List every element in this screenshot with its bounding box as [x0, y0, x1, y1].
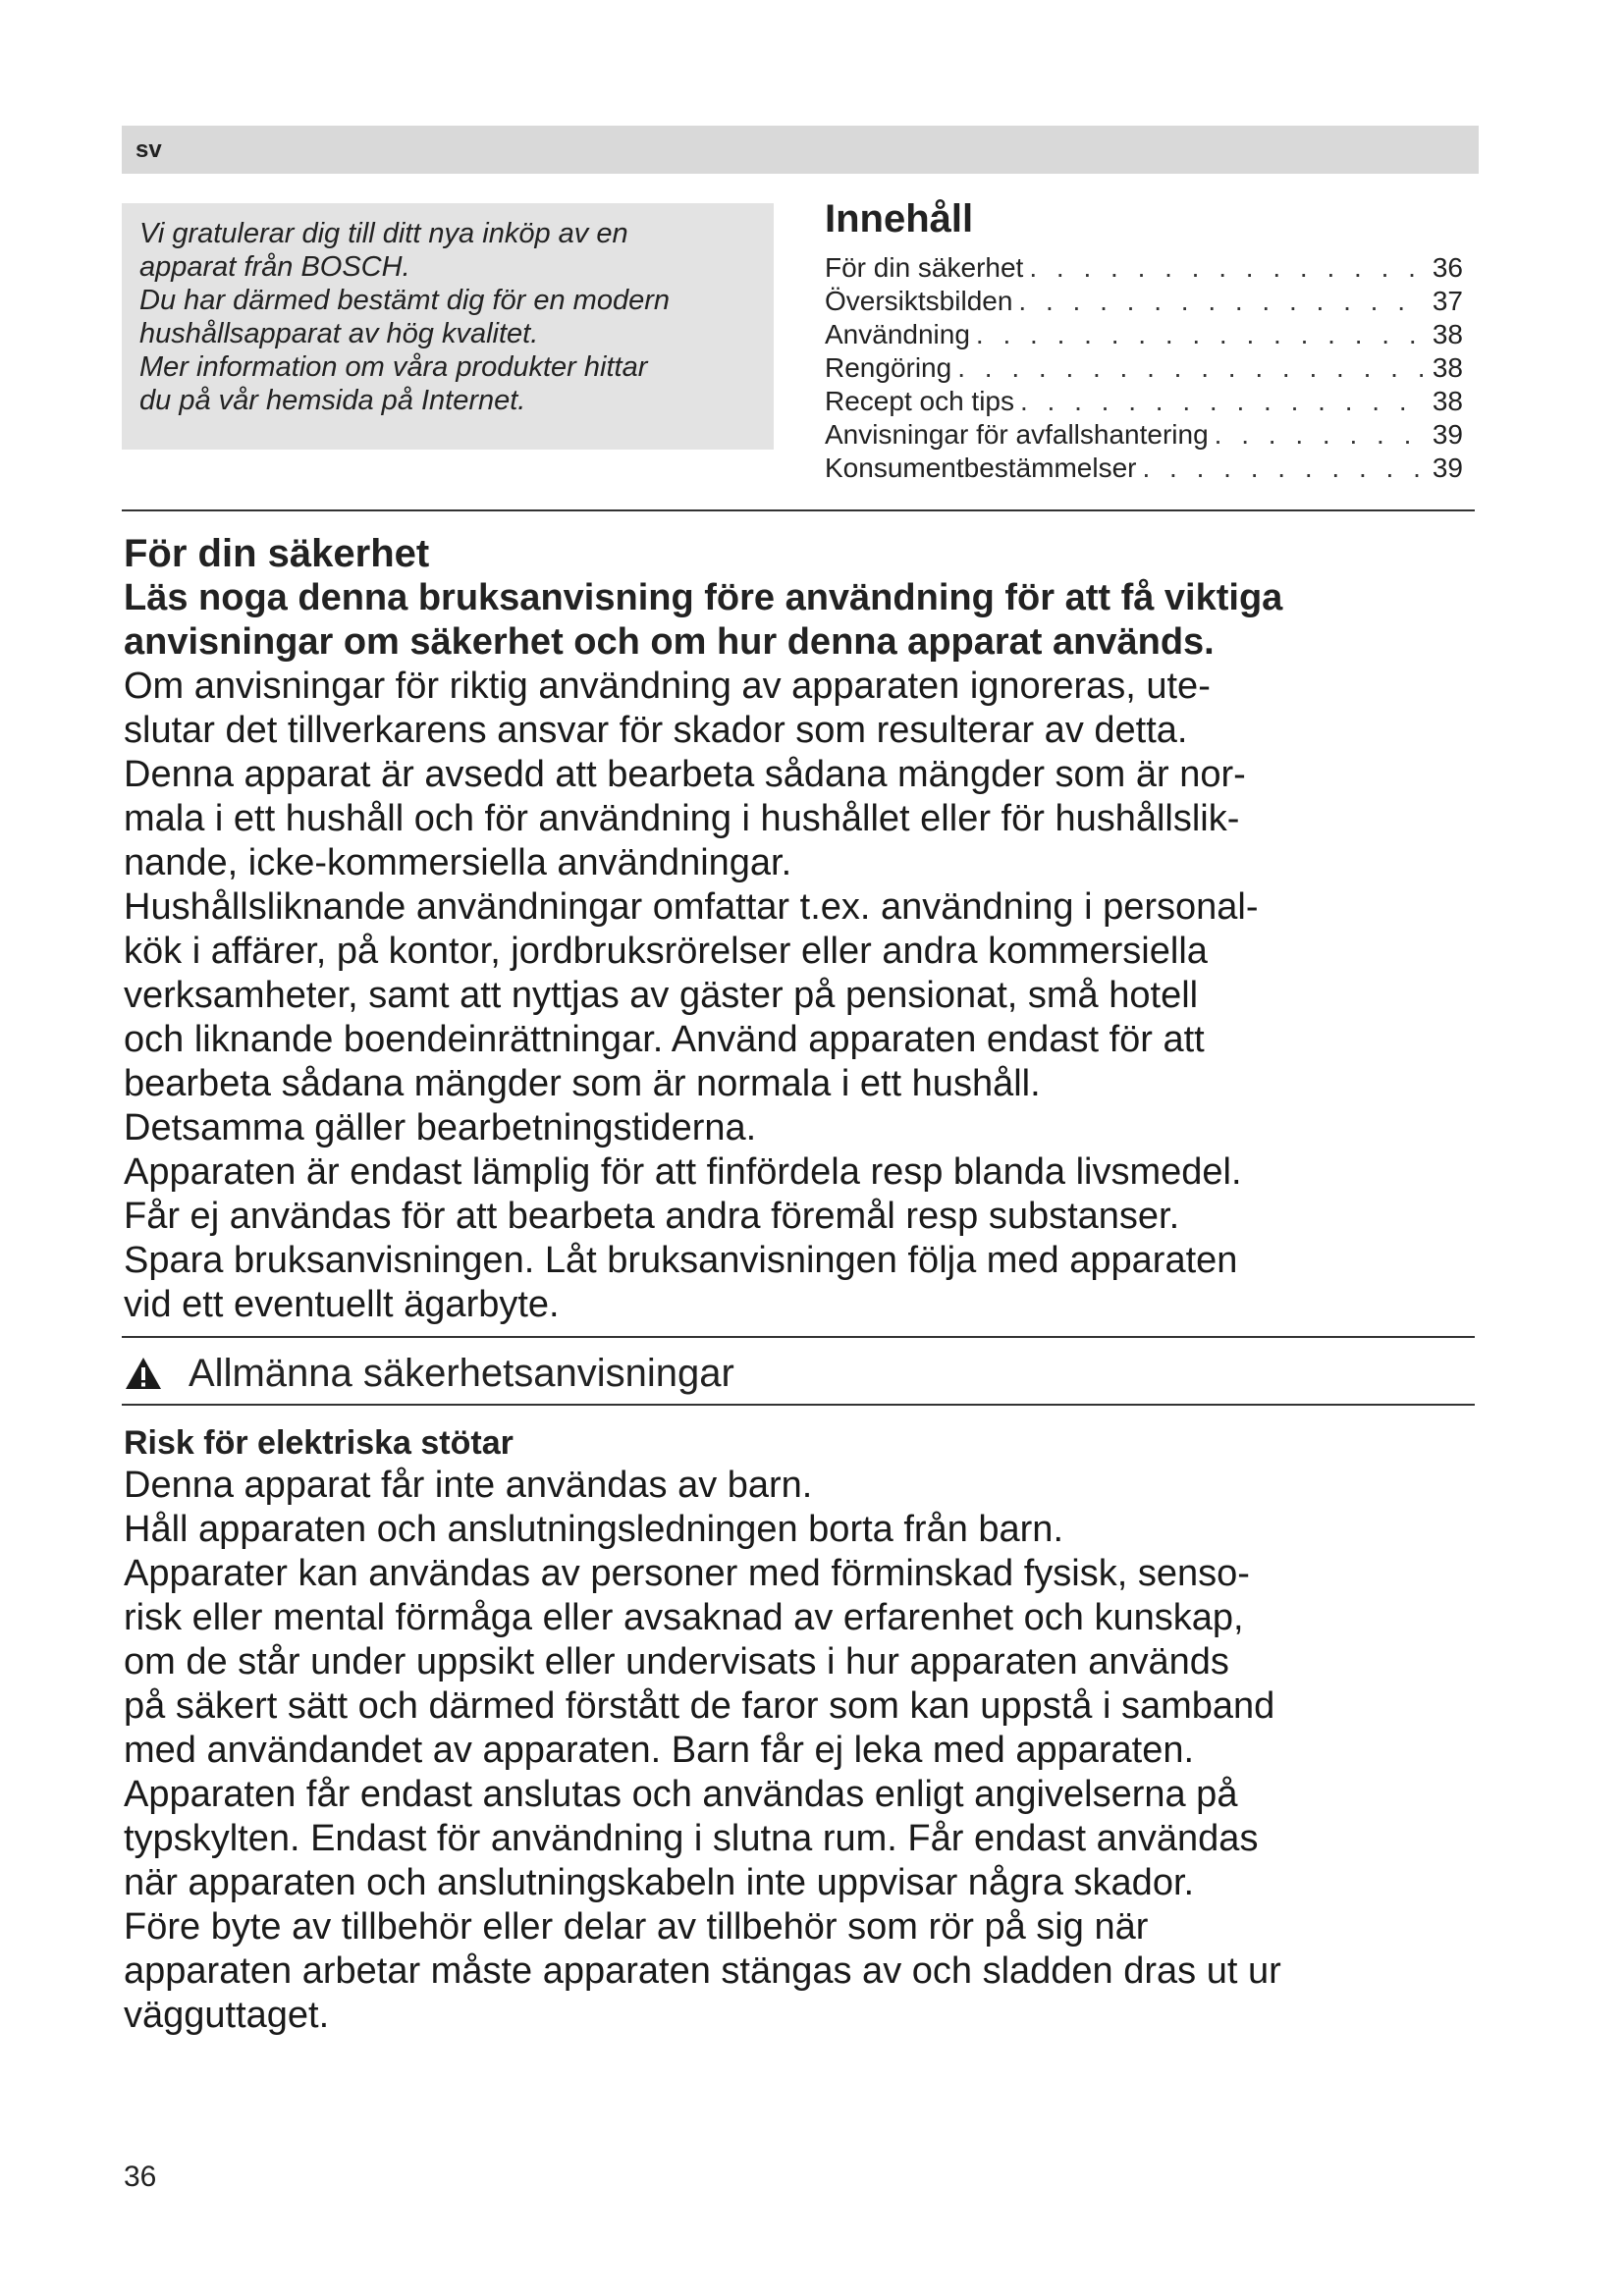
body-line: Får ej användas för att bearbeta andra föremål resp substanser. [124, 1196, 1180, 1237]
body-line: Hushållsliknande användningar omfattar t.ex. användning i personal- [124, 886, 1259, 928]
body-line: Håll apparaten och anslutningsledningen borta från barn. [124, 1509, 1063, 1550]
greeting-line: apparat från BOSCH. [139, 251, 410, 283]
toc-entry[interactable] [825, 318, 1463, 351]
warning-heading [124, 1349, 734, 1398]
toc-list [825, 251, 1463, 485]
body-line: typskylten. Endast för användning i slutna rum. Får endast användas [124, 1818, 1259, 1859]
body-line: Denna apparat får inte användas av barn. [124, 1465, 813, 1506]
greeting-line: Vi gratulerar dig till ditt nya inköp av en [139, 218, 628, 249]
section-divider [122, 1404, 1475, 1406]
body-line: vägguttaget. [124, 1995, 330, 2036]
body-line: Apparaten får endast anslutas och användas enligt angivelserna på [124, 1774, 1238, 1815]
toc-entry[interactable] [825, 385, 1463, 418]
greeting-line: du på vår hemsida på Internet. [139, 385, 526, 416]
body-line: vid ett eventuellt ägarbyte. [124, 1284, 560, 1325]
language-bar [122, 126, 1479, 174]
lead-line: Läs noga denna bruksanvisning före användning för att få viktiga [124, 577, 1283, 618]
body-line: Om anvisningar för riktig användning av apparaten ignoreras, ute- [124, 666, 1211, 707]
body-line: Före byte av tillbehör eller delar av tillbehör som rör på sig när [124, 1906, 1149, 1948]
body-line: och liknande boendeinrättningar. Använd apparaten endast för att [124, 1019, 1205, 1060]
toc-entry-label: Anvisningar för avfallshantering [825, 419, 1209, 450]
body-line: Denna apparat är avsedd att bearbeta sådana mängder som är nor- [124, 754, 1246, 795]
toc-leader [957, 351, 1427, 385]
toc-entry[interactable] [825, 418, 1463, 452]
toc-entry-label: Användning [825, 319, 970, 349]
toc-entry[interactable] [825, 351, 1463, 385]
greeting-line: hushållsapparat av hög kvalitet. [139, 318, 539, 349]
body-line: nande, icke-kommersiella användningar. [124, 842, 792, 883]
body-line: Apparaten är endast lämplig för att finfördela resp blanda livsmedel. [124, 1151, 1242, 1193]
section-divider [122, 1336, 1475, 1338]
toc-entry-page: 39 [1432, 419, 1463, 450]
toc-entry-page: 37 [1432, 286, 1463, 316]
warning-heading-text: Allmänna säkerhetsanvisningar [189, 1352, 734, 1395]
language-code: sv [135, 136, 162, 163]
toc-entry-page: 39 [1432, 453, 1463, 483]
toc-title: Innehåll [825, 197, 974, 240]
body-line: Detsamma gäller bearbetningstiderna. [124, 1107, 757, 1148]
lead-line: anvisningar om säkerhet och om hur denna apparat används. [124, 621, 1215, 663]
toc-entry-label: För din säkerhet [825, 252, 1024, 283]
toc-leader [1020, 385, 1427, 418]
toc-entry[interactable] [825, 452, 1463, 485]
greeting-box [122, 203, 774, 450]
body-line: om de står under uppsikt eller undervisats i hur apparaten används [124, 1641, 1229, 1682]
subsection-title: Risk för elektriska stötar [124, 1424, 514, 1462]
toc-entry-label: Recept och tips [825, 386, 1014, 416]
body-line: slutar det tillverkarens ansvar för skador som resulterar av detta. [124, 710, 1188, 751]
body-line: risk eller mental förmåga eller avsaknad av erfarenhet och kunskap, [124, 1597, 1244, 1638]
body-line: med användandet av apparaten. Barn får ej leka med apparaten. [124, 1730, 1195, 1771]
warning-triangle-icon [124, 1356, 163, 1391]
toc-leader [1018, 285, 1426, 318]
body-line: kök i affärer, på kontor, jordbruksrörelser eller andra kommersiella [124, 931, 1208, 972]
toc-leader [976, 318, 1427, 351]
toc-entry-page: 36 [1432, 252, 1463, 283]
safety-section [124, 531, 1498, 1327]
body-line: mala i ett hushåll och för användning i hushållet eller för hushållslik- [124, 798, 1240, 839]
toc-entry-page: 38 [1432, 352, 1463, 383]
toc-entry-label: Konsumentbestämmelser [825, 453, 1137, 483]
toc-leader [1142, 452, 1426, 485]
section-divider [122, 509, 1475, 511]
toc-entry[interactable] [825, 285, 1463, 318]
body-line: på säkert sätt och därmed förstått de faror som kan uppstå i samband [124, 1685, 1275, 1727]
body-line: bearbeta sådana mängder som är normala i ett hushåll. [124, 1063, 1041, 1104]
body-line: Apparater kan användas av personer med förminskad fysisk, senso- [124, 1553, 1250, 1594]
table-of-contents [825, 196, 1463, 485]
toc-leader [1029, 251, 1427, 285]
body-line: apparaten arbetar måste apparaten stängas av och sladden dras ut ur [124, 1950, 1281, 1992]
body-line: verksamheter, samt att nyttjas av gäster på pensionat, små hotell [124, 975, 1199, 1016]
toc-entry-label: Översiktsbilden [825, 286, 1013, 316]
toc-leader [1215, 418, 1427, 452]
toc-entry-page: 38 [1432, 319, 1463, 349]
body-line: när apparaten och anslutningskabeln inte uppvisar några skador. [124, 1862, 1195, 1903]
body-line: Spara bruksanvisningen. Låt bruksanvisningen följa med apparaten [124, 1240, 1238, 1281]
greeting-line: Mer information om våra produkter hittar [139, 351, 648, 383]
greeting-line: Du har därmed bestämt dig för en modern [139, 285, 670, 316]
toc-entry-page: 38 [1432, 386, 1463, 416]
general-safety-section [124, 1422, 1498, 2038]
page-number: 36 [124, 2161, 157, 2193]
toc-entry[interactable] [825, 251, 1463, 285]
toc-entry-label: Rengöring [825, 352, 952, 383]
section-title: För din säkerhet [124, 532, 430, 575]
